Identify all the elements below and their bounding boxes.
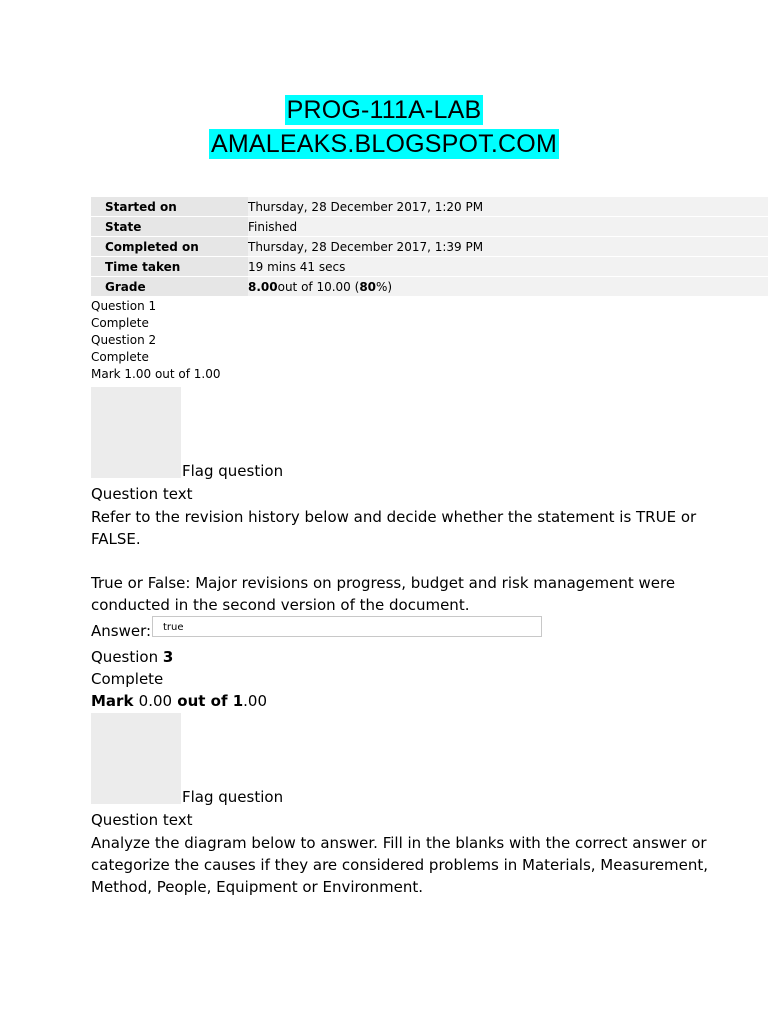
q3-status: Complete (91, 670, 164, 688)
q3-mark: Mark 0.00 out of 1.00 (91, 692, 268, 710)
answer-input[interactable] (152, 616, 542, 637)
q2-status: Complete (91, 350, 149, 364)
summary-row (91, 277, 768, 297)
flag-question-link[interactable]: Flag question (182, 462, 284, 480)
document-header (0, 95, 768, 159)
question-2-statement: True or False: Major revisions on progress, budget and risk management were conducted in the second version of the document. (91, 574, 676, 614)
summary-row (91, 197, 768, 217)
grade-value: 8.00out of 10.00 (80%) (248, 277, 768, 297)
attempt-summary-table (91, 197, 768, 297)
summary-value: Thursday, 28 December 2017, 1:39 PM (248, 237, 768, 257)
summary-label: State (91, 217, 248, 237)
q2-mark: Mark 1.00 out of 1.00 (91, 367, 221, 381)
q1-label: Question 1 (91, 299, 157, 313)
site-title: AMALEAKS.BLOGSPOT.COM (211, 130, 557, 158)
question-nav-info (91, 298, 221, 383)
q1-status: Complete (91, 316, 149, 330)
q2-label: Question 2 (91, 333, 157, 347)
flag-image-placeholder[interactable] (91, 387, 181, 478)
question-3-text: Analyze the diagram below to answer. Fill in the blanks with the correct answer or categorize the causes if they are considered problems in Materials, Measurement, Method, People, Equipment or Environment. (91, 834, 709, 896)
summary-label: Time taken (91, 257, 248, 277)
summary-label: Completed on (91, 237, 248, 257)
summary-row (91, 257, 768, 277)
summary-value: Finished (248, 217, 768, 237)
q3-label: Question 3 (91, 648, 174, 666)
summary-value: Thursday, 28 December 2017, 1:20 PM (248, 197, 768, 217)
question-text-label: Question text (91, 811, 193, 829)
question-text-label: Question text (91, 485, 193, 503)
flag-image-placeholder[interactable] (91, 713, 181, 804)
answer-label: Answer: (91, 622, 152, 640)
summary-label: Started on (91, 197, 248, 217)
summary-label: Grade (91, 277, 248, 297)
summary-row (91, 217, 768, 237)
summary-value: 19 mins 41 secs (248, 257, 768, 277)
course-title: PROG-111A-LAB (286, 96, 482, 124)
flag-question-link[interactable]: Flag question (182, 788, 284, 806)
summary-row (91, 237, 768, 257)
question-2-text: Refer to the revision history below and decide whether the statement is TRUE or FALSE. (91, 508, 697, 548)
